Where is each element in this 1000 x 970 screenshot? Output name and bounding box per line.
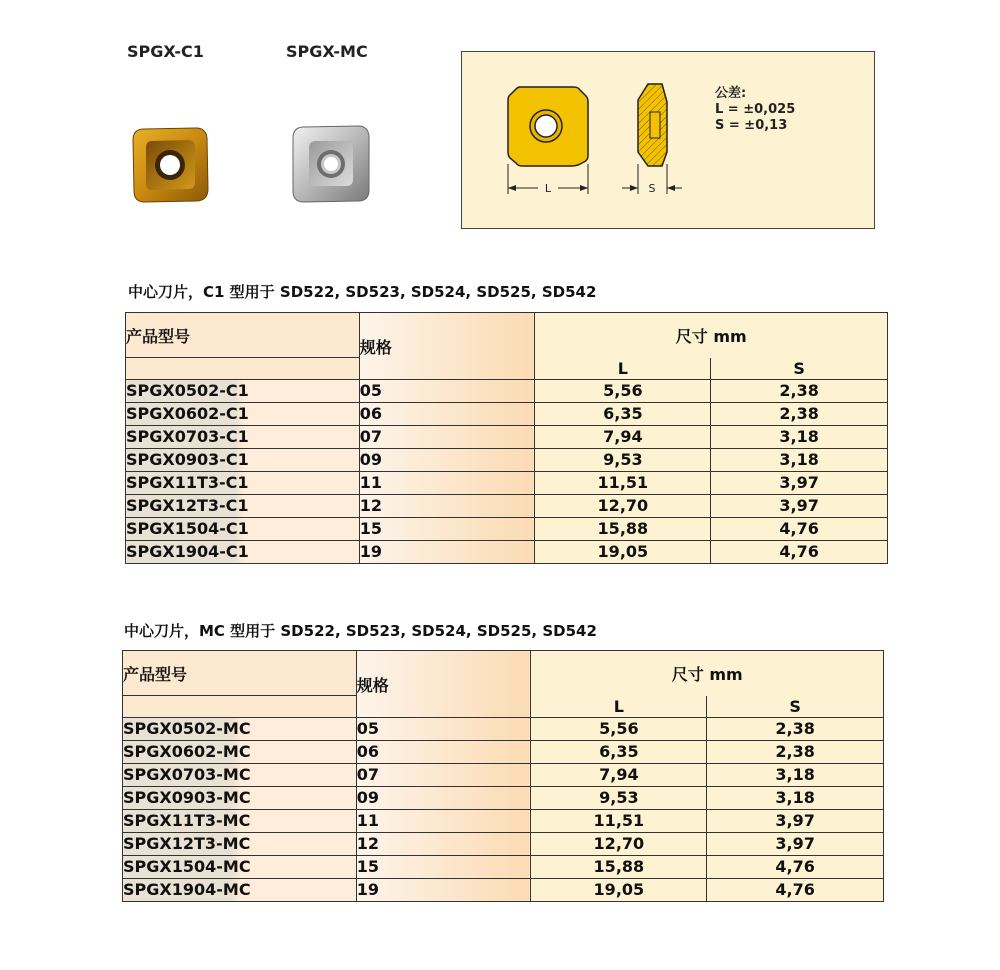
table-row [126,495,888,518]
label-spgx-c1: SPGX-C1 [127,42,204,61]
cell-size: 06 [359,403,535,426]
table-row [123,787,884,810]
cell-name: SPGX11T3-MC [123,810,357,833]
header-spec: 规格 [359,313,535,380]
table-row [126,541,888,564]
cell-l: 12,70 [531,833,707,856]
table-c1-title: 中心刀片，C1 型用于 SD522, SD523, SD524, SD525, SD542 [128,283,597,301]
table-row [123,718,884,741]
cell-l: 11,51 [535,472,711,495]
cell-name: SPGX0703-C1 [126,426,360,449]
header-l: L [535,358,711,380]
cell-size: 11 [356,810,531,833]
cell-l: 9,53 [535,449,711,472]
table-row [126,518,888,541]
cell-size: 12 [359,495,535,518]
c1-insert-image [130,125,212,205]
cell-l: 7,94 [531,764,707,787]
cell-s: 4,76 [711,541,888,564]
table-mc [122,650,884,902]
cell-size: 11 [359,472,535,495]
label-spgx-mc: SPGX-MC [286,42,368,61]
cell-size: 06 [356,741,531,764]
table-row [126,449,888,472]
cell-s: 3,97 [707,810,884,833]
dim-s-label: S [648,182,656,195]
cell-s: 3,18 [711,449,888,472]
header-s: S [707,696,884,718]
cell-l: 19,05 [531,879,707,902]
cell-l: 15,88 [531,856,707,879]
cell-l: 19,05 [535,541,711,564]
cell-s: 3,18 [707,787,884,810]
cell-s: 2,38 [711,380,888,403]
header-spec: 规格 [356,651,531,718]
cell-name: SPGX1504-MC [123,856,357,879]
cell-size: 19 [356,879,531,902]
cell-size: 15 [359,518,535,541]
cell-size: 15 [356,856,531,879]
cell-name: SPGX12T3-MC [123,833,357,856]
table-c1 [125,312,888,564]
cell-s: 3,18 [711,426,888,449]
cell-name: SPGX0602-MC [123,741,357,764]
cell-s: 3,97 [711,472,888,495]
cell-l: 5,56 [535,380,711,403]
tolerance-title: 公差: [715,86,747,101]
cell-size: 05 [359,380,535,403]
cell-l: 11,51 [531,810,707,833]
header-blank [126,358,360,380]
cell-name: SPGX0703-MC [123,764,357,787]
table-row [126,380,888,403]
cell-name: SPGX0502-MC [123,718,357,741]
table-row [123,833,884,856]
cell-size: 07 [359,426,535,449]
table-mc-title: 中心刀片，MC 型用于 SD522, SD523, SD524, SD525, SD542 [124,622,597,640]
cell-s: 2,38 [711,403,888,426]
table-row [126,426,888,449]
cell-s: 4,76 [707,879,884,902]
cell-s: 2,38 [707,718,884,741]
table-row [126,472,888,495]
cell-l: 9,53 [531,787,707,810]
header-s: S [711,358,888,380]
dim-l-label: L [544,182,552,195]
cell-name: SPGX1904-C1 [126,541,360,564]
cell-size: 19 [359,541,535,564]
cell-name: SPGX12T3-C1 [126,495,360,518]
cell-size: 12 [356,833,531,856]
cell-size: 09 [359,449,535,472]
mc-insert-image [290,123,372,205]
hole-inner [535,115,557,137]
table-row [123,879,884,902]
cell-s: 3,97 [711,495,888,518]
header-product-code: 产品型号 [123,651,357,696]
header-l: L [531,696,707,718]
cell-s: 3,97 [707,833,884,856]
cell-s: 3,18 [707,764,884,787]
tolerance-l: L = ±0,025 [715,102,796,117]
cell-l: 6,35 [535,403,711,426]
cell-s: 4,76 [711,518,888,541]
table-row [123,741,884,764]
header-dimension: 尺寸 mm [531,651,884,696]
cell-name: SPGX1904-MC [123,879,357,902]
cell-name: SPGX0502-C1 [126,380,360,403]
header-dimension: 尺寸 mm [535,313,888,358]
cell-l: 12,70 [535,495,711,518]
cell-name: SPGX0903-C1 [126,449,360,472]
cell-size: 09 [356,787,531,810]
table-row [123,764,884,787]
table-row [123,810,884,833]
cell-l: 15,88 [535,518,711,541]
cell-l: 6,35 [531,741,707,764]
tolerance-s: S = ±0,13 [715,118,788,133]
dimension-diagram-panel [461,51,875,229]
cell-name: SPGX0903-MC [123,787,357,810]
table-row [126,403,888,426]
cell-s: 4,76 [707,856,884,879]
tolerance-block [715,86,795,134]
cell-name: SPGX0602-C1 [126,403,360,426]
table-row [123,856,884,879]
cell-l: 7,94 [535,426,711,449]
cell-l: 5,56 [531,718,707,741]
cell-size: 07 [356,764,531,787]
cell-name: SPGX1504-C1 [126,518,360,541]
dimension-drawing [462,52,874,228]
cell-s: 2,38 [707,741,884,764]
cell-size: 05 [356,718,531,741]
header-blank [123,696,357,718]
cell-name: SPGX11T3-C1 [126,472,360,495]
header-product-code: 产品型号 [126,313,360,358]
